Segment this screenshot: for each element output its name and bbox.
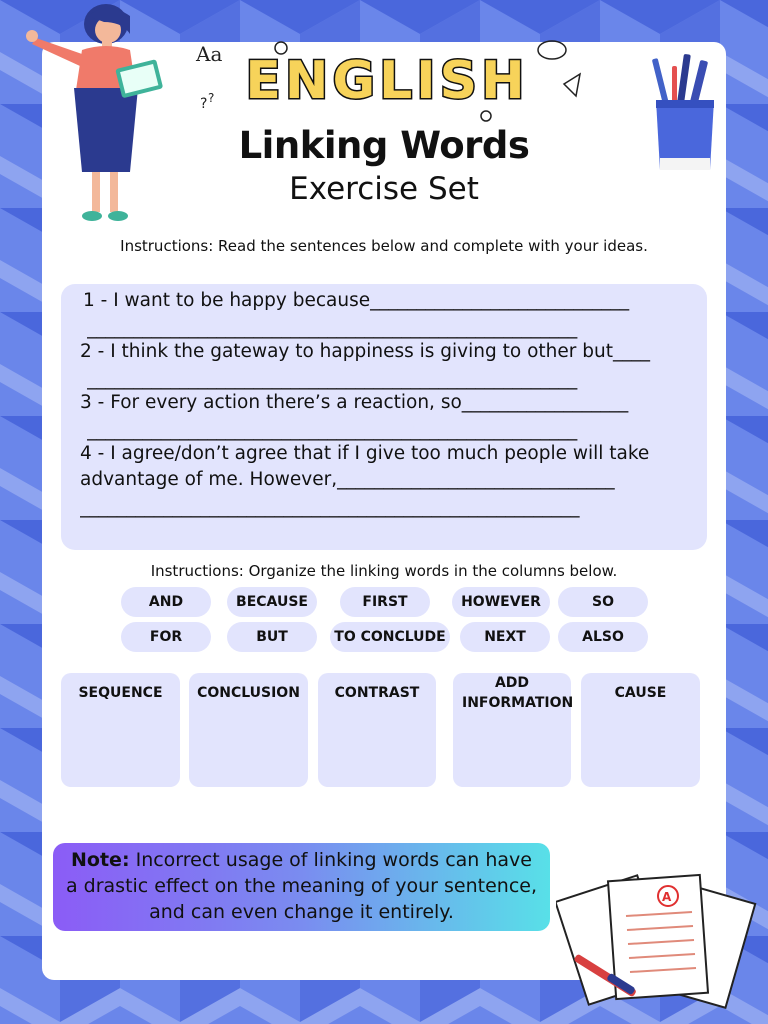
column-label: CAUSE [614, 685, 667, 701]
exercise2-instructions: Instructions: Organize the linking words in the columns below. [150, 562, 618, 580]
exercise-line[interactable]: _____________________________________________________ [87, 318, 578, 339]
category-column[interactable] [318, 673, 436, 787]
pencil-cup-icon [650, 52, 722, 174]
word-chip[interactable]: FOR [121, 622, 211, 652]
exercise-line[interactable]: _____________________________________________________ [87, 369, 578, 390]
english-logo [212, 48, 562, 110]
exercise-line[interactable]: _____________________________________________________ [87, 420, 578, 441]
exercise-line[interactable]: ______________________________________________________ [80, 497, 580, 518]
word-chip[interactable]: BECAUSE [227, 587, 317, 617]
word-chip[interactable]: HOWEVER [452, 587, 550, 617]
svg-text:ENGLISH: ENGLISH [245, 51, 529, 110]
aa-doodle: Aa [196, 42, 223, 66]
category-column[interactable] [61, 673, 180, 787]
exercise1-instructions: Instructions: Read the sentences below and complete with your ideas. [120, 237, 648, 255]
svg-text:?: ? [208, 91, 215, 105]
word-chip[interactable]: NEXT [460, 622, 550, 652]
category-column[interactable] [189, 673, 308, 787]
column-label: SEQUENCE [78, 685, 163, 701]
word-chip[interactable]: SO [558, 587, 648, 617]
word-chip[interactable]: AND [121, 587, 211, 617]
category-column[interactable] [581, 673, 700, 787]
svg-text:?: ? [200, 96, 208, 112]
exercise-line[interactable]: 1 - I want to be happy because____________________________ [83, 290, 630, 311]
exercise-line[interactable]: 2 - I think the gateway to happiness is giving to other but____ [80, 341, 650, 362]
category-column[interactable] [453, 673, 574, 787]
column-label: CONTRAST [334, 685, 420, 701]
exercise-line[interactable]: advantage of me. However,______________________________ [80, 469, 615, 490]
note-text: Incorrect usage of linking words can have a drastic effect on the meaning of your sentence, and can even change it entirely. [65, 849, 538, 923]
page-title: Linking Words [238, 124, 530, 167]
pen-icon [566, 950, 646, 1010]
column-label: ADD INFORMATION [462, 675, 574, 711]
column-label: CONCLUSION [197, 685, 300, 701]
word-chip[interactable]: ALSO [558, 622, 648, 652]
word-chip[interactable]: BUT [227, 622, 317, 652]
note-label: Note: [71, 849, 130, 871]
word-chip[interactable]: FIRST [340, 587, 430, 617]
exercise-line[interactable]: 3 - For every action there’s a reaction, so__________________ [80, 392, 629, 413]
word-chip[interactable]: TO CONCLUDE [330, 622, 450, 652]
svg-text:A: A [662, 890, 672, 904]
exercise-line[interactable]: 4 - I agree/don’t agree that if I give too much people will take [80, 443, 650, 464]
note-box [53, 843, 550, 931]
page-subtitle: Exercise Set [289, 171, 479, 207]
